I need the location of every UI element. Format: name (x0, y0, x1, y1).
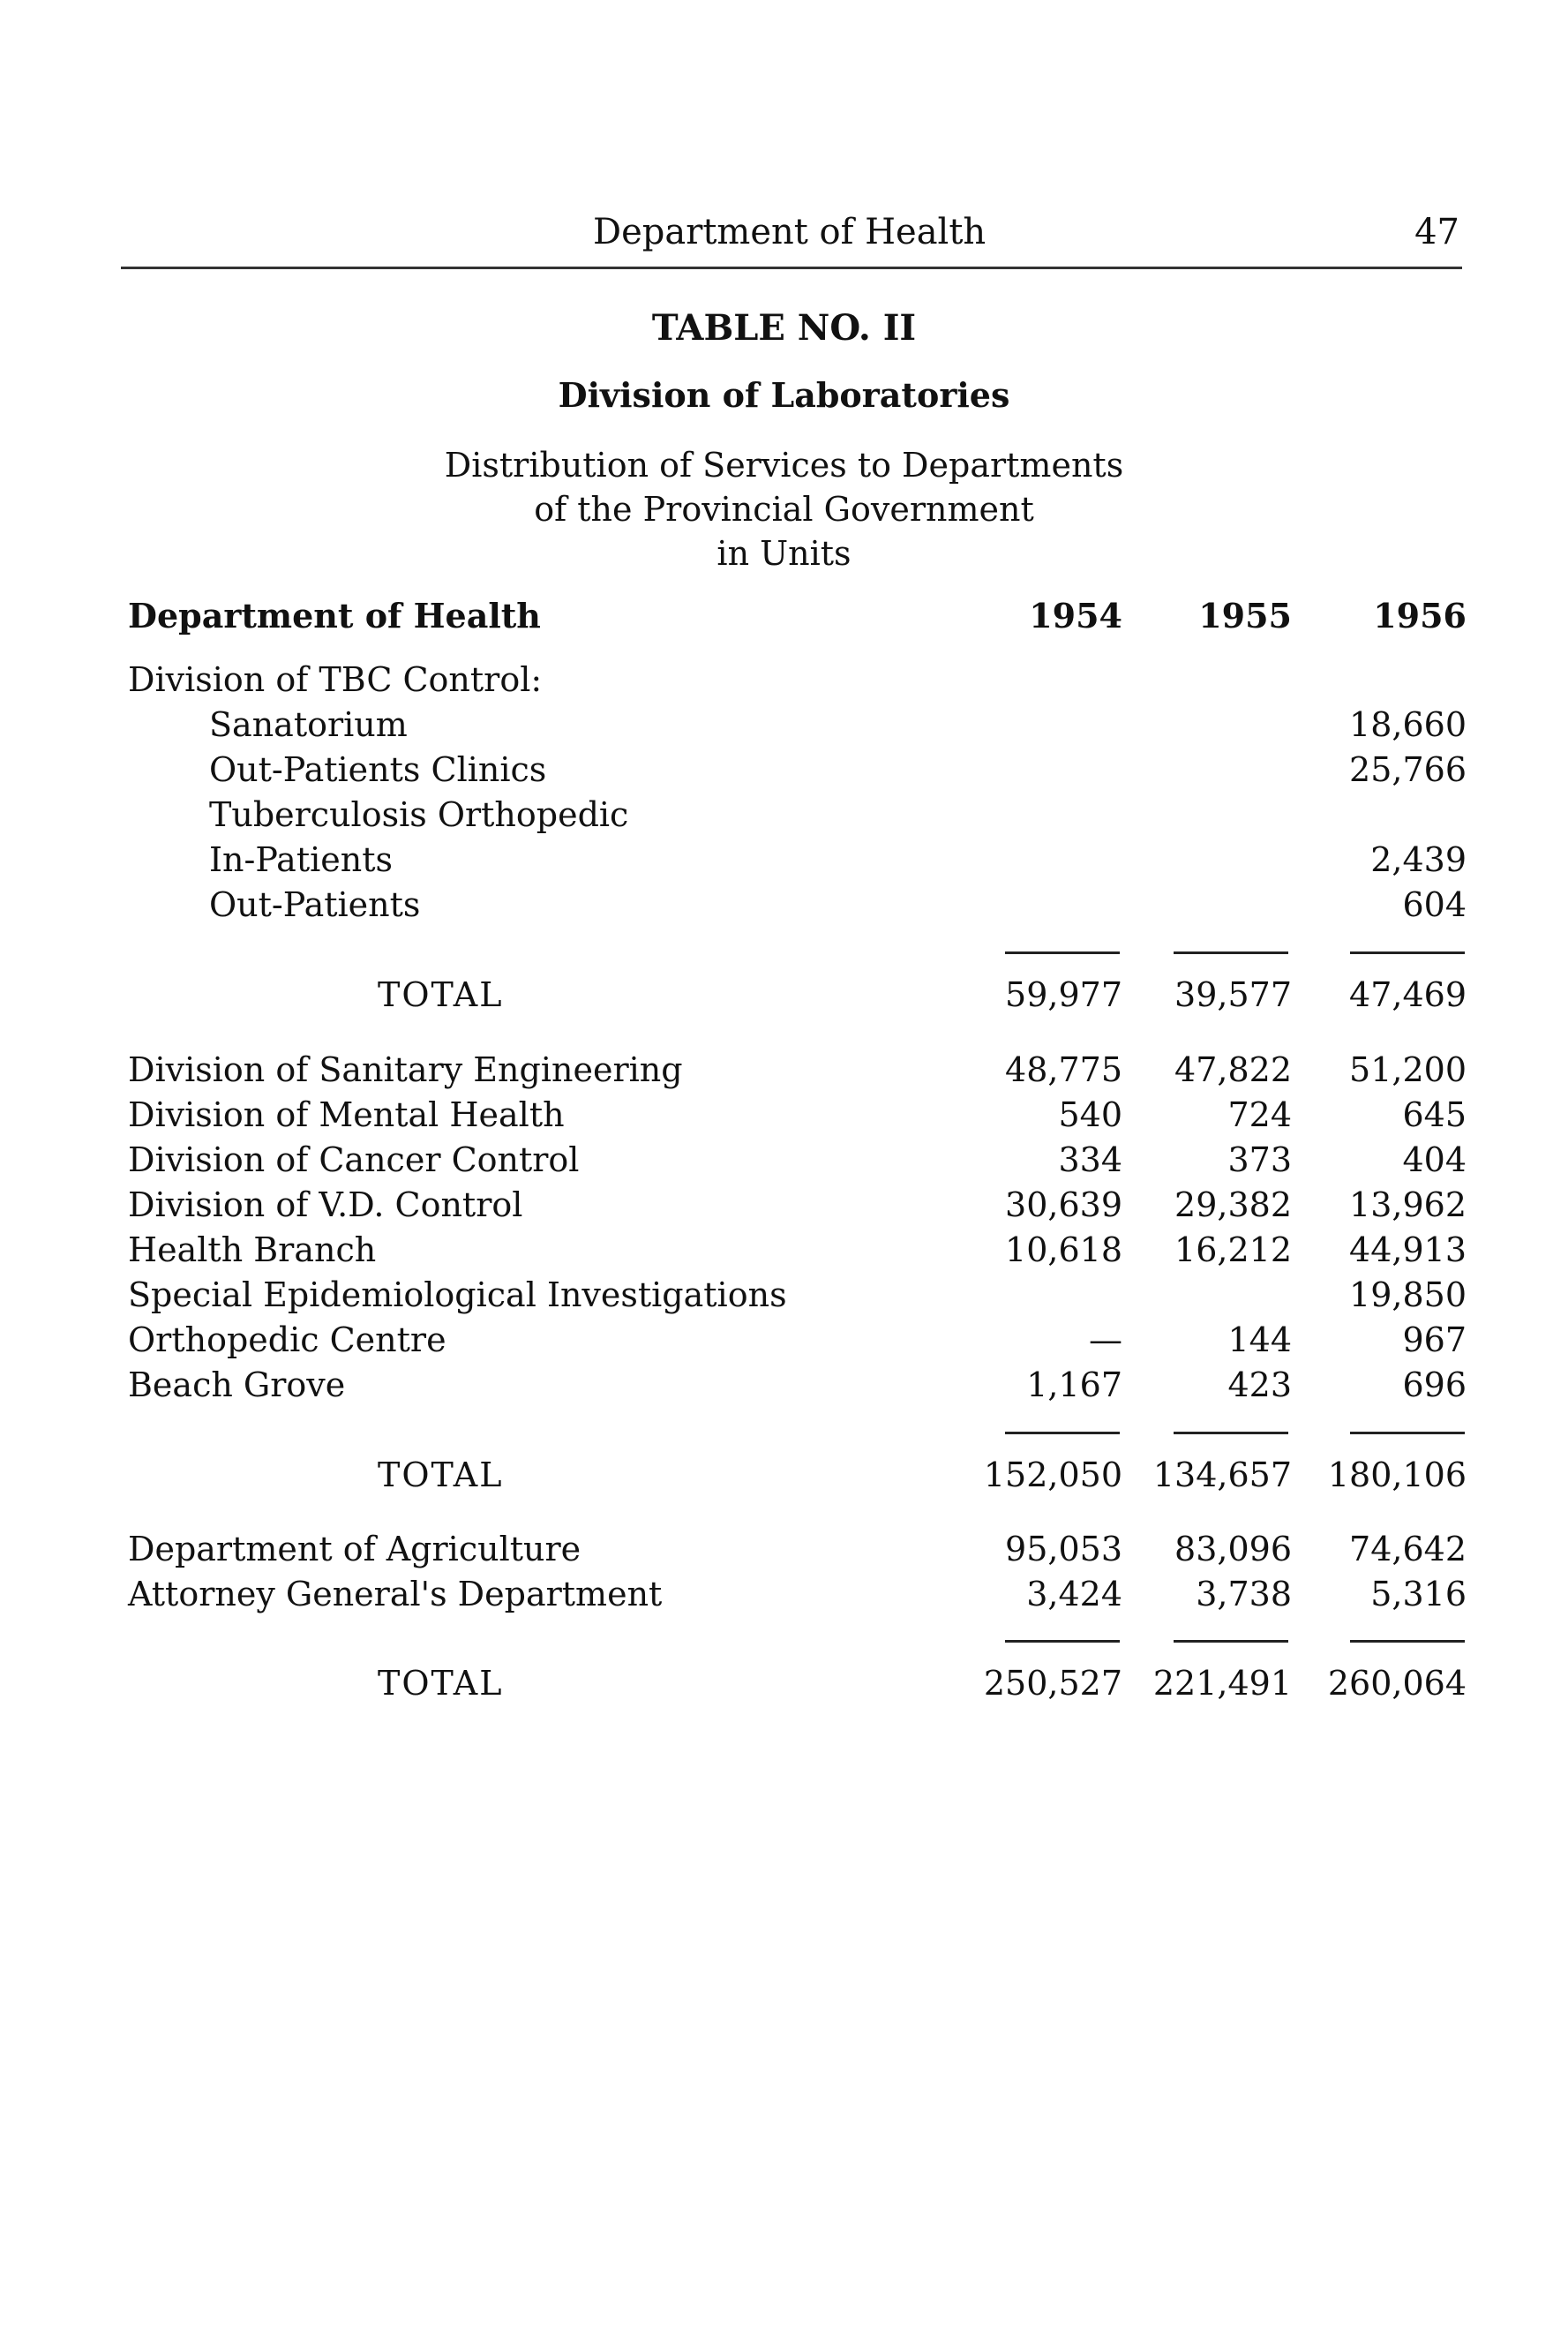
cell-1954: — (1089, 1320, 1122, 1359)
row-label: Division of Sanitary Engineering (128, 1050, 683, 1089)
header-year-1955: 1955 (1198, 596, 1292, 636)
row-label: Orthopedic Centre (128, 1320, 446, 1359)
page-number: 47 (1414, 212, 1459, 252)
row-label: Division of V.D. Control (128, 1185, 523, 1224)
cell-1955: 83,096 (1174, 1530, 1292, 1568)
subtotal-rule (0, 1640, 1568, 1643)
cell-1956: 19,850 (1349, 1275, 1467, 1314)
cell-1956: 13,962 (1349, 1185, 1467, 1224)
cell-1954: 48,775 (1005, 1050, 1122, 1089)
rule-segment (1005, 1432, 1120, 1434)
rule-segment (1005, 1640, 1120, 1643)
row-label: Division of Mental Health (128, 1095, 565, 1134)
row-label: Department of Agriculture (128, 1530, 581, 1568)
subtitle-line: in Units (716, 534, 852, 573)
row-label: Attorney General's Department (128, 1575, 663, 1613)
table-subtitle (0, 443, 1568, 575)
total-row (0, 975, 1568, 1019)
cell-1954: 59,977 (1005, 975, 1122, 1014)
cell-1955: 29,382 (1174, 1185, 1292, 1224)
table-row (0, 1320, 1568, 1365)
subtitle-line: Distribution of Services to Departments (444, 446, 1124, 485)
subtotal-rule (0, 1432, 1568, 1435)
row-label: Health Branch (128, 1230, 377, 1269)
table-row (0, 1575, 1568, 1619)
table-row (0, 1230, 1568, 1275)
row-label: Out-Patients Clinics (209, 750, 547, 789)
cell-1956: 696 (1402, 1365, 1467, 1404)
cell-1954: 95,053 (1005, 1530, 1122, 1568)
rule-segment (1350, 1432, 1465, 1434)
table-row (0, 885, 1568, 929)
running-head-title: Department of Health (593, 212, 987, 252)
rule-segment (1174, 1640, 1288, 1643)
cell-1956: 645 (1402, 1095, 1467, 1134)
table-row (0, 795, 1568, 839)
cell-1954: 540 (1058, 1095, 1122, 1134)
cell-1956: 25,766 (1349, 750, 1467, 789)
row-label: Division of TBC Control: (128, 660, 543, 699)
total-label: TOTAL (378, 1455, 504, 1494)
table-row (0, 1530, 1568, 1574)
total-label: TOTAL (378, 1664, 504, 1703)
cell-1956: 967 (1402, 1320, 1467, 1359)
cell-1956: 604 (1402, 885, 1467, 924)
cell-1955: 134,657 (1152, 1455, 1292, 1494)
total-label: TOTAL (378, 975, 504, 1014)
total-row (0, 1664, 1568, 1708)
cell-1955: 423 (1227, 1365, 1292, 1404)
row-label: In-Patients (209, 840, 393, 879)
table-header-row (0, 596, 1568, 640)
cell-1956: 260,064 (1327, 1664, 1467, 1703)
header-rule (121, 267, 1462, 269)
rule-segment (1350, 1640, 1465, 1643)
cell-1954: 30,639 (1005, 1185, 1122, 1224)
cell-1956: 18,660 (1349, 705, 1467, 744)
table-row (0, 705, 1568, 749)
cell-1955: 47,822 (1174, 1050, 1292, 1089)
cell-1956: 5,316 (1370, 1575, 1467, 1613)
table-number: TABLE NO. II (651, 307, 917, 349)
cell-1954: 152,050 (983, 1455, 1122, 1494)
running-head (0, 212, 1568, 256)
table-row (0, 660, 1568, 704)
cell-1954: 1,167 (1026, 1365, 1122, 1404)
cell-1956: 404 (1402, 1140, 1467, 1179)
cell-1954: 3,424 (1026, 1575, 1122, 1613)
subtotal-rule (0, 951, 1568, 955)
cell-1956: 51,200 (1349, 1050, 1467, 1089)
cell-1955: 3,738 (1196, 1575, 1292, 1613)
header-label: Department of Health (128, 596, 541, 636)
table-row (0, 1275, 1568, 1320)
table-row (0, 750, 1568, 794)
table-row (0, 840, 1568, 884)
rule-segment (1350, 951, 1465, 954)
row-label: Sanatorium (209, 705, 408, 744)
cell-1956: 2,439 (1370, 840, 1467, 879)
cell-1954: 10,618 (1005, 1230, 1122, 1269)
rule-segment (1005, 951, 1120, 954)
row-label: Out-Patients (209, 885, 421, 924)
table-row (0, 1365, 1568, 1410)
division-title: Division of Laboratories (558, 375, 1010, 415)
row-label: Division of Cancer Control (128, 1140, 580, 1179)
cell-1956: 44,913 (1349, 1230, 1467, 1269)
cell-1956: 74,642 (1349, 1530, 1467, 1568)
subtitle-line: of the Provincial Government (534, 490, 1034, 529)
cell-1956: 180,106 (1327, 1455, 1467, 1494)
row-label: Special Epidemiological Investigations (128, 1275, 787, 1314)
cell-1955: 724 (1227, 1095, 1292, 1134)
rule-segment (1174, 951, 1288, 954)
table-row (0, 1185, 1568, 1230)
cell-1954: 334 (1058, 1140, 1122, 1179)
cell-1956: 47,469 (1349, 975, 1467, 1014)
cell-1955: 221,491 (1152, 1664, 1292, 1703)
cell-1955: 16,212 (1174, 1230, 1292, 1269)
row-label: Tuberculosis Orthopedic (209, 795, 629, 834)
table-row (0, 1050, 1568, 1094)
cell-1955: 39,577 (1174, 975, 1292, 1014)
cell-1954: 250,527 (983, 1664, 1122, 1703)
row-label: Beach Grove (128, 1365, 346, 1404)
table-row (0, 1095, 1568, 1139)
cell-1955: 144 (1227, 1320, 1292, 1359)
header-year-1954: 1954 (1029, 596, 1122, 636)
cell-1955: 373 (1227, 1140, 1292, 1179)
table-row (0, 1140, 1568, 1185)
total-row (0, 1455, 1568, 1500)
rule-segment (1174, 1432, 1288, 1434)
header-year-1956: 1956 (1373, 596, 1467, 636)
